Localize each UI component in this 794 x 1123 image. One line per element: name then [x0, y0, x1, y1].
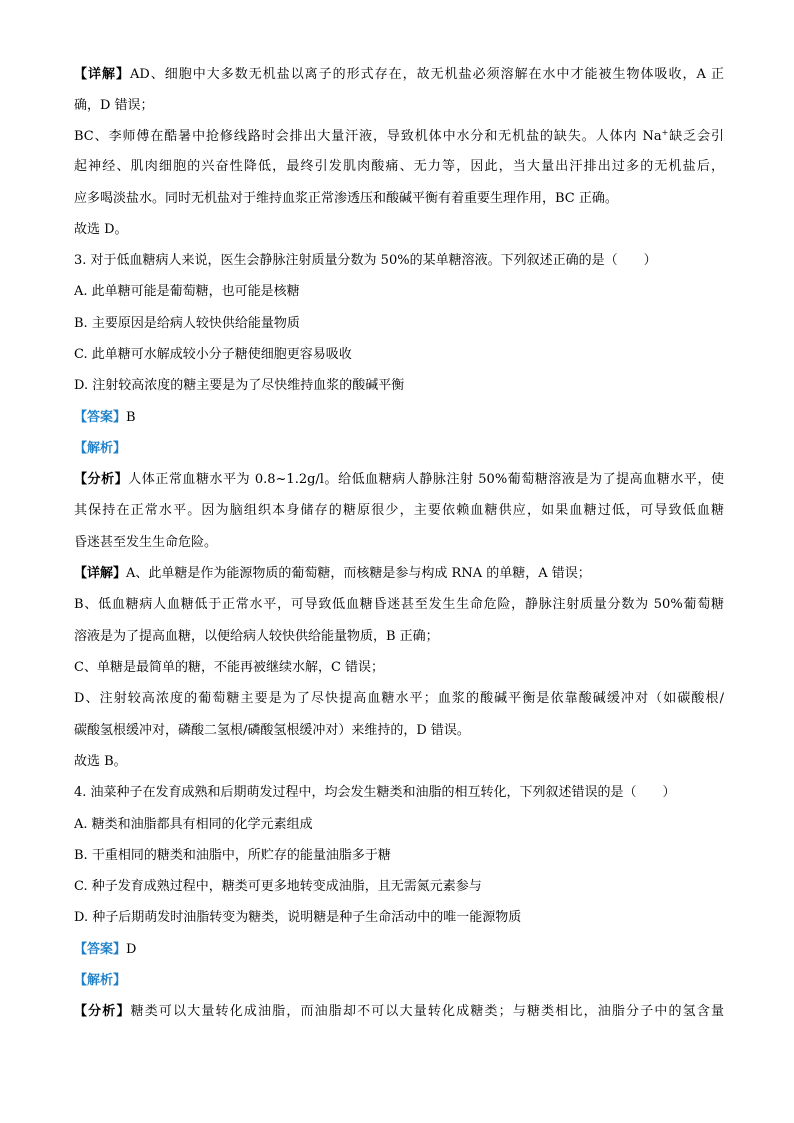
q3-answer	[74, 408, 724, 428]
q3-detail-line-4: C、单糖是最简单的糖，不能再被继续水解，C 错误；	[74, 660, 385, 675]
q3-detail-line-6: 碳酸氢根缓冲对，磷酸二氢根/磷酸氢根缓冲对）来维持的，D 错误。	[74, 723, 470, 738]
q2-conclusion: 故选 D。	[74, 222, 128, 237]
q3-fenxi-line-3: 昏迷甚至发生生命危险。	[74, 535, 218, 550]
q4-answer	[74, 940, 724, 960]
q4-option-d: D. 种子后期萌发时油脂转变为糖类，说明糖是种子生命活动中的唯一能源物质	[74, 910, 522, 925]
q4-fenxi-line-1	[74, 1002, 724, 1022]
q3-conclusion: 故选 B。	[74, 754, 127, 769]
q3-option-a: A. 此单糖可能是葡萄糖，也可能是核糖	[74, 284, 300, 299]
q4-stem: 4. 油菜种子在发育成熟和后期萌发过程中，均会发生糖类和油脂的相互转化，下列叙述错误的是（ ）	[74, 785, 676, 800]
q3-option-c: C. 此单糖可水解成较小分子糖使细胞更容易吸收	[74, 347, 352, 362]
q4-option-a: A. 糖类和油脂都具有相同的化学元素组成	[74, 817, 313, 832]
answer-label: 【答案】	[74, 410, 127, 425]
fenxi-label: 【分析】	[74, 1004, 131, 1019]
q3-option-b: B. 主要原因是给病人较快供给能量物质	[74, 316, 300, 331]
q3-option-d: D. 注射较高浓度的糖主要是为了尽快维持血浆的酸碱平衡	[74, 378, 405, 393]
q3-stem: 3. 对于低血糖病人来说，医生会静脉注射质量分数为 50%的某单糖溶液。下列叙述正确的是（ ）	[74, 253, 657, 268]
q2-detail-line-2: 确，D 错误；	[74, 98, 154, 113]
detail-text: 缺乏会引	[668, 129, 724, 144]
q3-fenxi-line-2: 其保持在正常水平。因为脑组织本身储存的糖原很少，主要依赖血糖供应，如果血糖过低，可导致低血糖	[74, 503, 724, 518]
fenxi-label: 【分析】	[74, 472, 129, 487]
q3-detail-line-2: B、低血糖病人血糖低于正常水平，可导致低血糖昏迷甚至发生生命危险，静脉注射质量分数为 50%葡萄糖	[74, 597, 724, 612]
q4-option-c: C. 种子发育成熟过程中，糖类可更多地转变成油脂，且无需氮元素参与	[74, 879, 482, 894]
q4-analysis-label: 【解析】	[74, 973, 127, 988]
fenxi-text: 糖类可以大量转化成油脂，而油脂却不可以大量转化成糖类；与糖类相比，油脂分子中的氢含量	[130, 1004, 724, 1019]
q2-detail-line-4: 起神经、肌肉细胞的兴奋性降低，最终引发肌肉酸痛、无力等，因此，当大量出汗排出过多的无机盐后，	[74, 159, 724, 174]
detail-text: BC、李师傅在酷暑中抢修线路时会排出大量汗液，导致机体中水分和无机盐的缺失。人体内 Na	[74, 129, 662, 144]
q4-option-b: B. 干重相同的糖类和油脂中，所贮存的能量油脂多于糖	[74, 848, 391, 863]
answer-value: D	[126, 942, 137, 957]
q3-fenxi-line-1	[74, 470, 724, 490]
answer-label: 【答案】	[74, 942, 127, 957]
fenxi-text: 人体正常血糖水平为 0.8~1.2g/l。给低血糖病人静脉注射 50%葡萄糖溶液是为了提高血糖水平，使	[128, 472, 724, 487]
detail-text: A、此单糖是作为能源物质的葡萄糖，而核糖是参与构成 RNA 的单糖，A 错误；	[126, 566, 591, 581]
q3-detail-line-1	[74, 564, 724, 584]
na-superscript: +	[661, 128, 669, 137]
detail-label: 【详解】	[74, 67, 130, 82]
q3-detail-line-5: D、注射较高浓度的葡萄糖主要是为了尽快提高血糖水平；血浆的酸碱平衡是依靠酸碱缓冲对（如碳酸根/	[74, 691, 724, 706]
q2-detail-line-3	[74, 127, 724, 147]
q3-detail-line-3: 溶液是为了提高血糖，以便给病人较快供给能量物质，B 正确；	[74, 629, 439, 644]
detail-text: AD、细胞中大多数无机盐以离子的形式存在，故无机盐必须溶解在水中才能被生物体吸收，A 正	[129, 67, 724, 82]
answer-value: B	[126, 410, 136, 425]
q2-detail-line-1	[74, 65, 724, 85]
q3-analysis-label: 【解析】	[74, 441, 127, 456]
q2-detail-line-5: 应多喝淡盐水。同时无机盐对于维持血浆正常渗透压和酸碱平衡有着重要生理作用，BC 正确。	[74, 191, 618, 206]
detail-label: 【详解】	[74, 566, 127, 581]
